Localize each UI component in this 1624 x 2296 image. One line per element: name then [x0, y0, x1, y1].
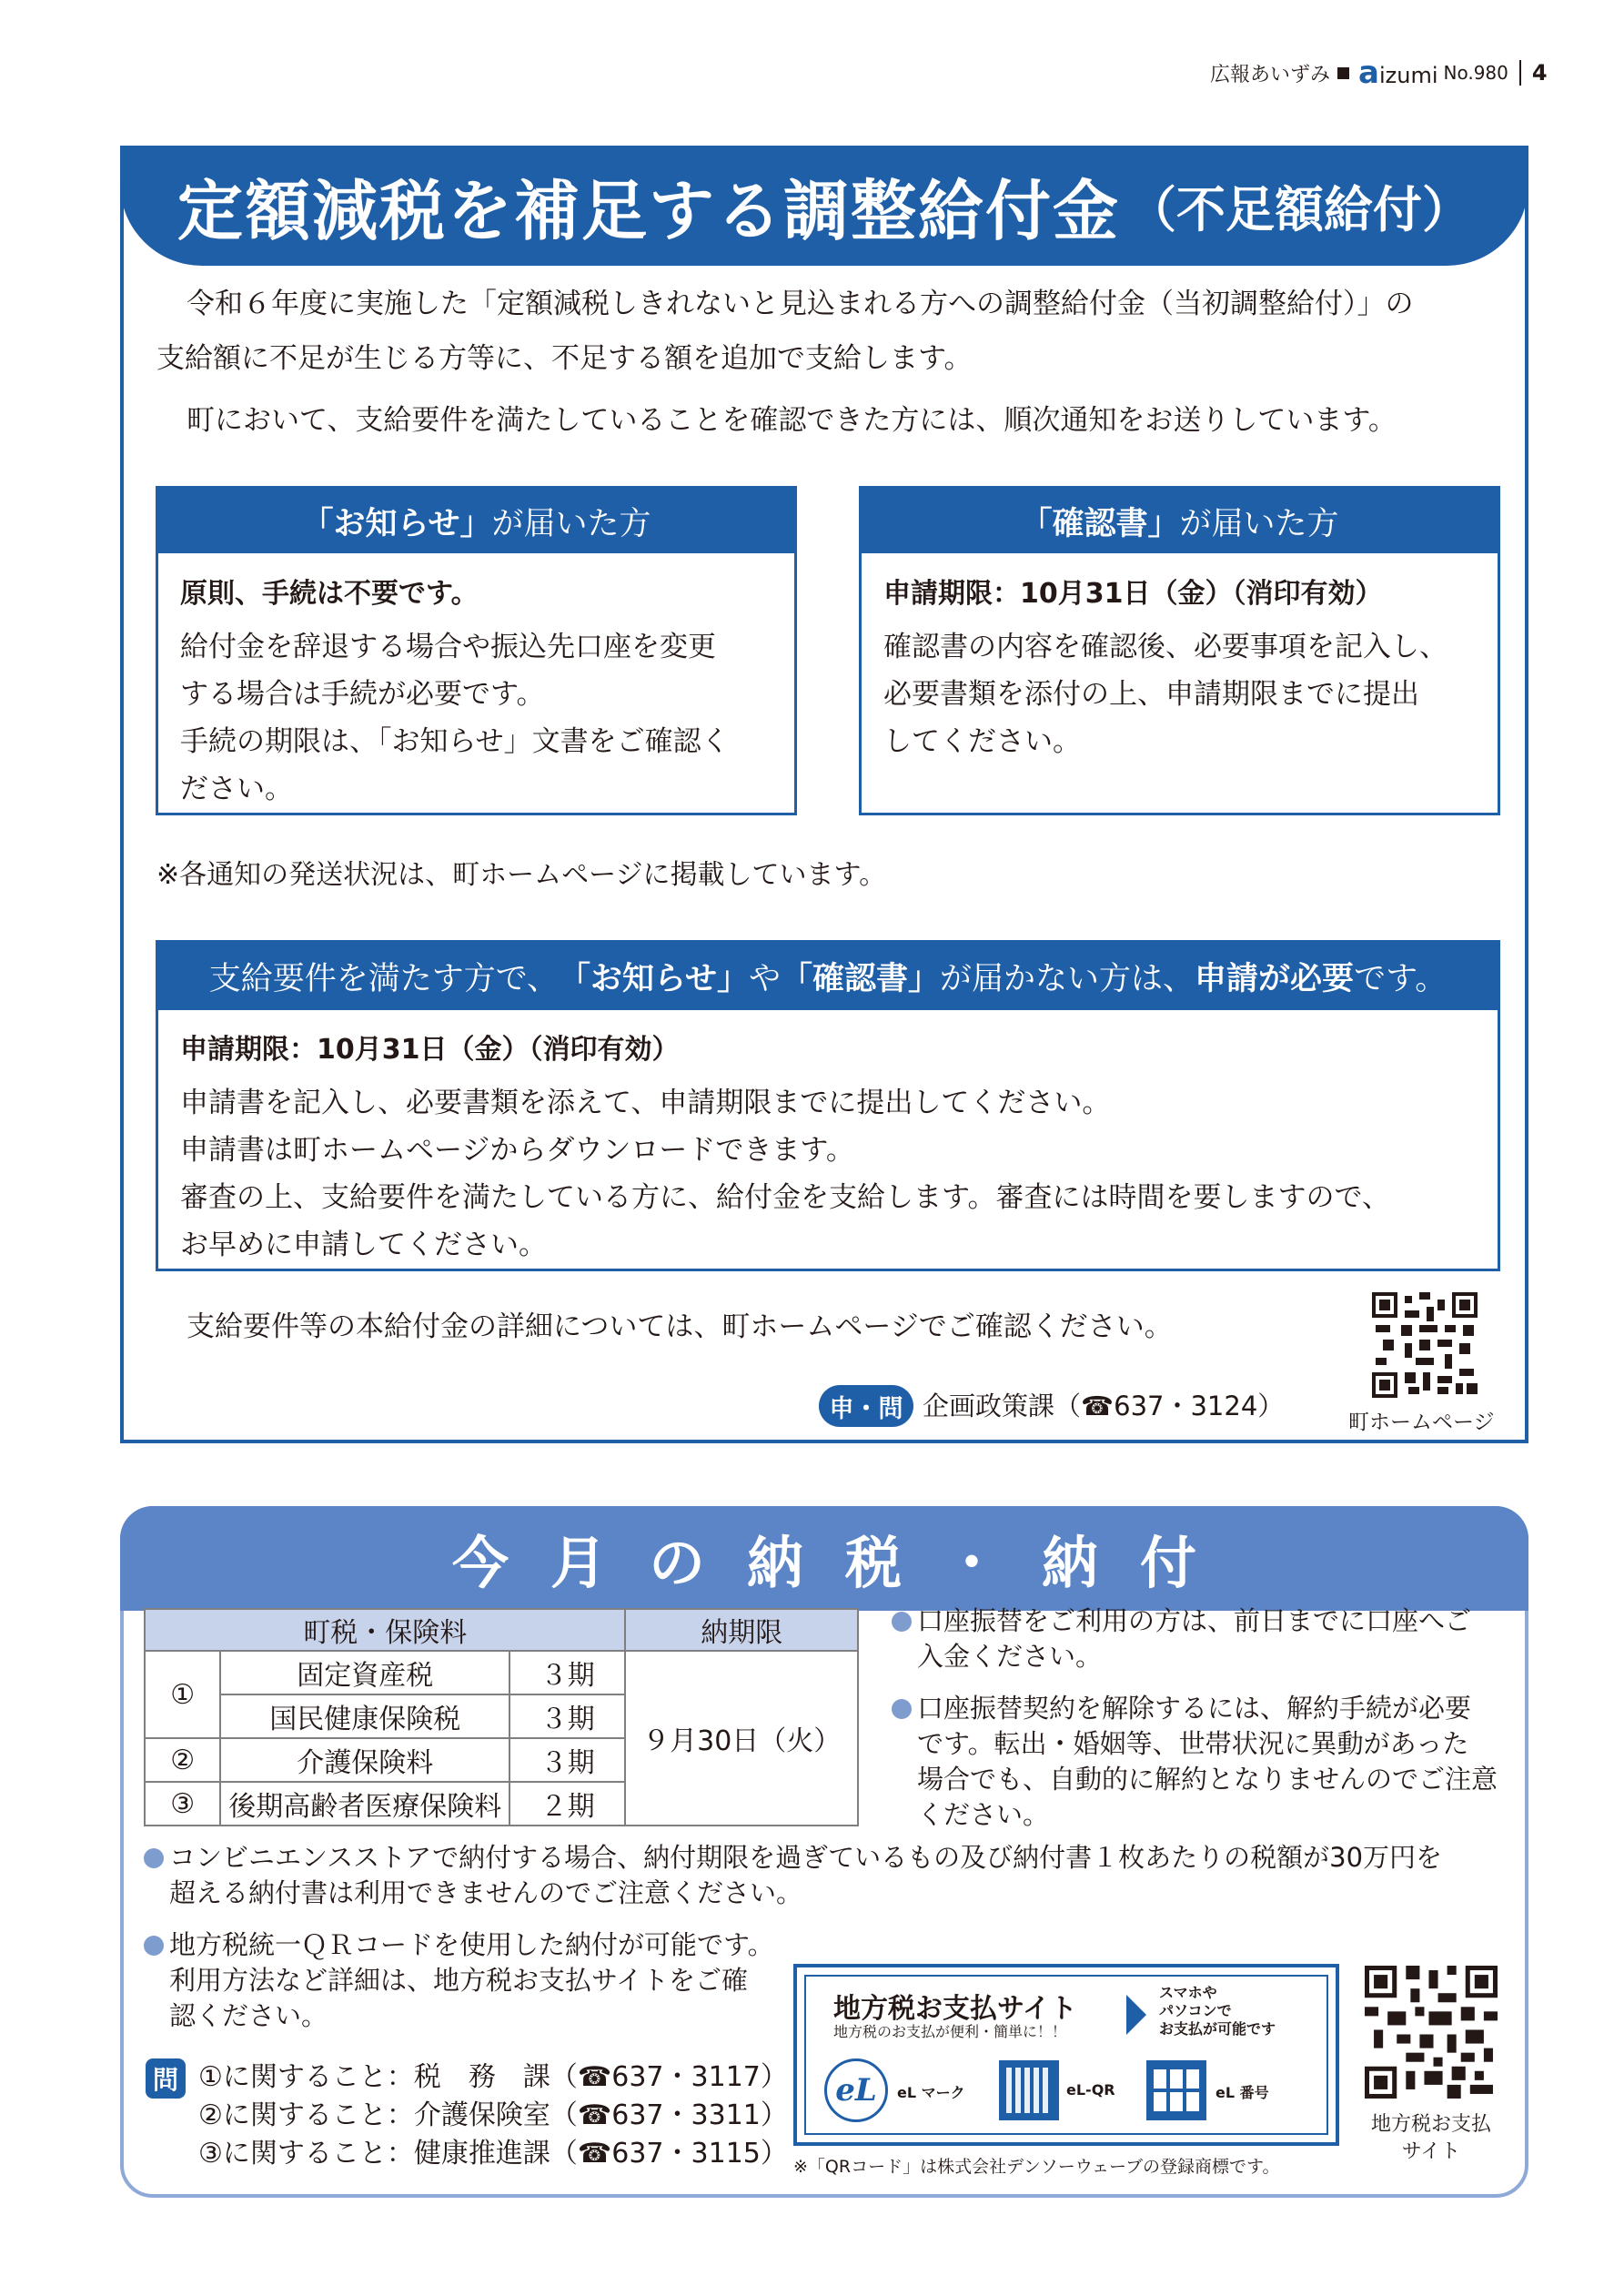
confirm-lead: 申請期限：10月31日（金）（消印有効） — [883, 578, 1383, 610]
contact-badge: 申・問 — [819, 1385, 913, 1427]
payment-site-qr-icon[interactable] — [1365, 1966, 1498, 2099]
homepage-qr-icon[interactable] — [1372, 1292, 1478, 1398]
page-number: 4 — [1531, 60, 1548, 86]
el-qr-icon — [999, 2060, 1059, 2120]
status-note: ※各通知の発送状況は、町ホームページに掲載しています。 — [156, 859, 887, 891]
homepage-qr-caption: 町ホームページ — [1348, 1411, 1495, 1434]
bullet-convenience: コンビニエンスストアで納付する場合、納付期限を過ぎているもの及び納付書１枚あたりの税額が30万円を 超える納付書は利用できませんのでご注意ください。 — [144, 1840, 1442, 1911]
notice-box-header: 「お知らせ」 が届いた方 — [158, 489, 794, 553]
intro-line-3: 町において、支給要件を満たしていることを確認できた方には、順次通知をお送りしています。 — [187, 404, 1397, 437]
table-row: ① 固定資産税 ３期 ９月30日（火） — [145, 1651, 858, 1694]
confirm-box — [859, 486, 1500, 815]
square-icon — [1337, 67, 1349, 79]
divider — [1519, 60, 1521, 86]
el-logo-icon: eL — [824, 2058, 888, 2122]
bullet-icon — [892, 1699, 912, 1719]
apply-lead: 申請期限：10月31日（金）（消印有効） — [180, 1034, 680, 1066]
bullet-account-transfer: 口座振替をご利用の方は、前日までに口座へご 入金ください。 — [892, 1603, 1471, 1674]
tax-table — [144, 1608, 859, 1826]
tax-contacts: ①に関すること：税 務 課（☎637・3117） ②に関すること：介護保険室（☎637・3311） ③に関すること：健康推進課（☎637・3115） — [198, 2061, 788, 2170]
el-mark-label: eL マーク — [897, 2084, 965, 2101]
detail-note: 支給要件等の本給付金の詳細については、町ホームページでご確認ください。 — [187, 1310, 1173, 1343]
apply-body: 申請書を記入し、必要書類を添えて、申請期限までに提出してください。 申請書は町ホームページからダウンロードできます。 審査の上、支給要件を満たしている方に、給付金を支給します。審査には時間を要しますので、 お早めに申請してください。 — [180, 1087, 1390, 1261]
bullet-icon — [892, 1612, 912, 1632]
apply-box-header: 支給要件を満たす方で、 「お知らせ」 や 「確認書」 が届かない方は、 申請が必要 です。 — [158, 943, 1498, 1010]
col-item-header: 町税・保険料 — [145, 1609, 625, 1651]
publication-name: 広報あいずみ — [1210, 63, 1331, 86]
el-number-icon — [1146, 2060, 1206, 2120]
col-deadline-header: 納期限 — [625, 1609, 858, 1651]
el-number-label: eL 番号 — [1215, 2084, 1269, 2101]
apply-box — [156, 940, 1500, 1271]
bullet-qr-payment: 地方税統一ＱＲコードを使用した納付が可能です。 利用方法など詳細は、地方税お支払サイトをご確 認ください。 — [144, 1927, 774, 2034]
trademark-note: ※「QRコード」は株式会社デンソーウェーブの登録商標です。 — [793, 2157, 1280, 2177]
bullet-cancel-transfer: 口座振替契約を解除するには、解約手続が必要 です。転出・婚姻等、世帯状況に異動があった 場合でも、自動的に解約となりませんのでご注意 ください。 — [892, 1691, 1498, 1833]
notice-lead: 原則、手続は不要です。 — [180, 578, 479, 610]
notice-body: 給付金を辞退する場合や振込先口座を変更 する場合は手続が必要です。 手続の期限は、「お知らせ」文書をご確認く ださい。 — [180, 631, 730, 805]
payment-site-qr-caption: 地方税お支払 サイト — [1370, 2113, 1491, 2163]
arrow-right-icon — [1126, 1995, 1146, 2035]
intro-line-1: 令和６年度に実施した「定額減税しきれないと見込まれる方への調整給付金（当初調整給付）」の — [187, 288, 1414, 320]
el-qr-label: eL-QR — [1066, 2081, 1115, 2099]
payment-site-box[interactable] — [793, 1964, 1339, 2146]
notice-box — [156, 486, 797, 815]
site-tagline: 地方税のお支払が便利・簡単に！！ — [833, 2023, 1067, 2040]
deadline-cell: ９月30日（火） — [625, 1651, 858, 1826]
issue-number: No.980 — [1443, 62, 1508, 84]
confirm-body: 確認書の内容を確認後、必要事項を記入し、 必要書類を添付の上、申請期限までに提出 してください。 — [883, 631, 1447, 758]
aizumi-logo: aizumi — [1358, 55, 1438, 91]
site-name: 地方税お支払サイト — [833, 1993, 1077, 2025]
tax-contact-badge: 問 — [146, 2058, 186, 2099]
site-side-note: スマホや パソコンで お支払が可能です — [1159, 1984, 1276, 2038]
table-row: ③ 後期高齢者医療保険料 ２期 — [145, 1782, 858, 1826]
contact-text: 企画政策課（☎637・3124） — [923, 1391, 1285, 1421]
tax-title: 今月の納税・納付 — [451, 1530, 1238, 1596]
table-row: 国民健康保険税 ３期 — [145, 1694, 858, 1738]
bullet-icon — [144, 1848, 164, 1868]
confirm-box-header: 「確認書」 が届いた方 — [862, 489, 1498, 553]
page-header — [1210, 56, 1548, 89]
adjust-title: 定額減税を補足する調整給付金 （不足額給付） — [177, 173, 1471, 249]
table-row: ② 介護保険料 ３期 — [145, 1738, 858, 1782]
bullet-icon — [144, 1936, 164, 1956]
intro-line-2: 支給額に不足が生じる方等に、不足する額を追加で支給します。 — [156, 342, 973, 375]
